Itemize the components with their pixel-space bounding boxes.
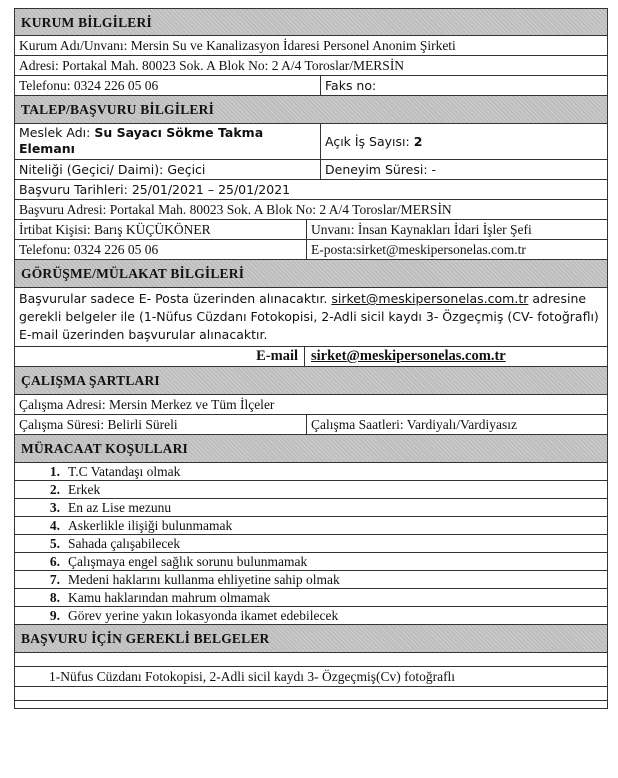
calisma-adres-row	[14, 395, 608, 415]
gorusme-text-row	[14, 288, 608, 347]
blank-row	[14, 687, 608, 701]
belgeler-title: BAŞVURU İÇİN GEREKLİ BELGELER	[21, 631, 270, 646]
section-header-muracaat	[14, 435, 608, 463]
list-item-text: Çalışmaya engel sağlık sorunu bulunmamak	[68, 554, 308, 569]
list-item-text: Erkek	[68, 482, 101, 497]
list-item-text: Askerlikle ilişiği bulunmamak	[68, 518, 233, 533]
section-header-belgeler	[14, 625, 608, 653]
list-item-text: Görev yerine yakın lokasyonda ikamet edebilecek	[68, 608, 339, 623]
kurum-adres-row	[14, 56, 608, 76]
acik-is-cell	[321, 124, 426, 159]
list-item	[14, 499, 608, 517]
list-item-text: En az Lise mezunu	[68, 500, 172, 515]
section-header-gorusme	[14, 260, 608, 288]
blank-row	[14, 653, 608, 667]
kurum-adres: Adresi: Portakal Mah. 80023 Sok. A Blok No: 2 A/4 Toroslar/MERSİN	[19, 58, 405, 73]
list-item-text: Sahada çalışabilecek	[68, 536, 181, 551]
list-item	[14, 481, 608, 499]
basvuru-adresi: Başvuru Adresi: Portakal Mah. 80023 Sok. A Blok No: 2 A/4 Toroslar/MERSİN	[19, 202, 452, 217]
list-item-number: 9.	[49, 608, 60, 623]
gorusme-text-before: Başvurular sadece E- Posta üzerinden alınacaktır.	[19, 291, 328, 306]
meslek-cell	[15, 124, 321, 159]
belgeler-row	[14, 667, 608, 687]
list-item-number: 8.	[49, 590, 60, 605]
list-item	[14, 589, 608, 607]
kurum-telefon-row	[14, 76, 608, 96]
email-value[interactable]: sirket@meskipersonelas.com.tr	[311, 348, 506, 364]
section-header-kurum	[14, 8, 608, 36]
list-item-number: 5.	[49, 536, 60, 551]
talep-title: TALEP/BAŞVURU BİLGİLERİ	[21, 102, 215, 117]
kurum-faks: Faks no:	[325, 78, 377, 93]
irtibat-kisisi: İrtibat Kişisi: Barış KÜÇÜKÖNER	[15, 220, 307, 239]
nitelik-row	[14, 160, 608, 180]
kurum-telefon: Telefonu: 0324 226 05 06	[15, 76, 321, 95]
blank-row	[14, 701, 608, 709]
list-item-number: 2.	[49, 482, 60, 497]
list-item-number: 3.	[49, 500, 60, 515]
belgeler-text: 1-Nüfus Cüzdanı Fotokopisi, 2-Adli sicil kaydı 3- Özgeçmiş(Cv) fotoğraflı	[49, 669, 456, 684]
list-item	[14, 607, 608, 625]
calisma-saatleri: Çalışma Saatleri: Vardiyalı/Vardiyasız	[311, 417, 517, 432]
calisma-sure-row	[14, 415, 608, 435]
deneyim: Deneyim Süresi: -	[325, 162, 437, 177]
basvuru-adres-row	[14, 200, 608, 220]
gorusme-paragraph	[15, 288, 607, 346]
list-item-number: 7.	[49, 572, 60, 587]
meslek-value: Su Sayacı Sökme Takma Elemanı	[19, 125, 264, 156]
list-item	[14, 463, 608, 481]
job-posting-form	[14, 8, 608, 709]
list-item-number: 4.	[49, 518, 60, 533]
list-item	[14, 571, 608, 589]
basvuru-tarihleri: Başvuru Tarihleri: 25/01/2021 – 25/01/2021	[19, 182, 291, 197]
gorusme-title: GÖRÜŞME/MÜLAKAT BİLGİLERİ	[21, 266, 245, 281]
gorusme-email-link[interactable]: sirket@meskipersonelas.com.tr	[331, 291, 529, 306]
list-item	[14, 535, 608, 553]
kurum-title: KURUM BİLGİLERİ	[21, 14, 152, 30]
kurum-unvan-row	[14, 36, 608, 56]
meslek-row	[14, 124, 608, 160]
list-item	[14, 553, 608, 571]
calisma-title: ÇALIŞMA ŞARTLARI	[21, 373, 160, 388]
list-item-number: 1.	[49, 464, 60, 479]
eposta: E-posta:sirket@meskipersonelas.com.tr	[311, 242, 526, 257]
meslek-label: Meslek Adı:	[19, 125, 91, 140]
kurum-unvan: Kurum Adı/Unvanı: Mersin Su ve Kanalizasyon İdaresi Personel Anonim Şirketi	[19, 38, 456, 53]
list-item-text: T.C Vatandaşı olmak	[68, 464, 181, 479]
irtibat-row	[14, 220, 608, 240]
muracaat-title: MÜRACAAT KOŞULLARI	[21, 441, 188, 456]
unvani: Unvanı: İnsan Kaynakları İdari İşler Şefi	[311, 222, 532, 237]
calisma-suresi: Çalışma Süresi: Belirli Süreli	[15, 415, 307, 434]
list-item	[14, 517, 608, 535]
tarih-row	[14, 180, 608, 200]
list-item-text: Kamu haklarından mahrum olmamak	[68, 590, 271, 605]
list-item-text: Medeni haklarını kullanma ehliyetine sahip olmak	[68, 572, 340, 587]
email-row	[14, 347, 608, 367]
irtibat-telefon-row	[14, 240, 608, 260]
gorusme-text-after: adresine gerekli belgeler ile (1-Nüfus Cüzdanı Fotokopisi, 2-Adli sicil kaydı 3- Özgeçmiş (CV- fotoğraflı) E-mail üzerinden başvurular alınacaktır.	[19, 291, 599, 342]
niteligi: Niteliği (Geçici/ Daimi): Geçici	[15, 160, 321, 179]
irtibat-telefon: Telefonu: 0324 226 05 06	[15, 240, 307, 259]
calisma-adresi: Çalışma Adresi: Mersin Merkez ve Tüm İlçeler	[19, 397, 275, 412]
section-header-calisma	[14, 367, 608, 395]
acik-is-value: 2	[413, 134, 423, 149]
list-item-number: 6.	[49, 554, 60, 569]
section-header-talep	[14, 96, 608, 124]
email-label: E-mail	[15, 347, 305, 366]
acik-is-label: Açık İş Sayısı:	[325, 134, 410, 149]
